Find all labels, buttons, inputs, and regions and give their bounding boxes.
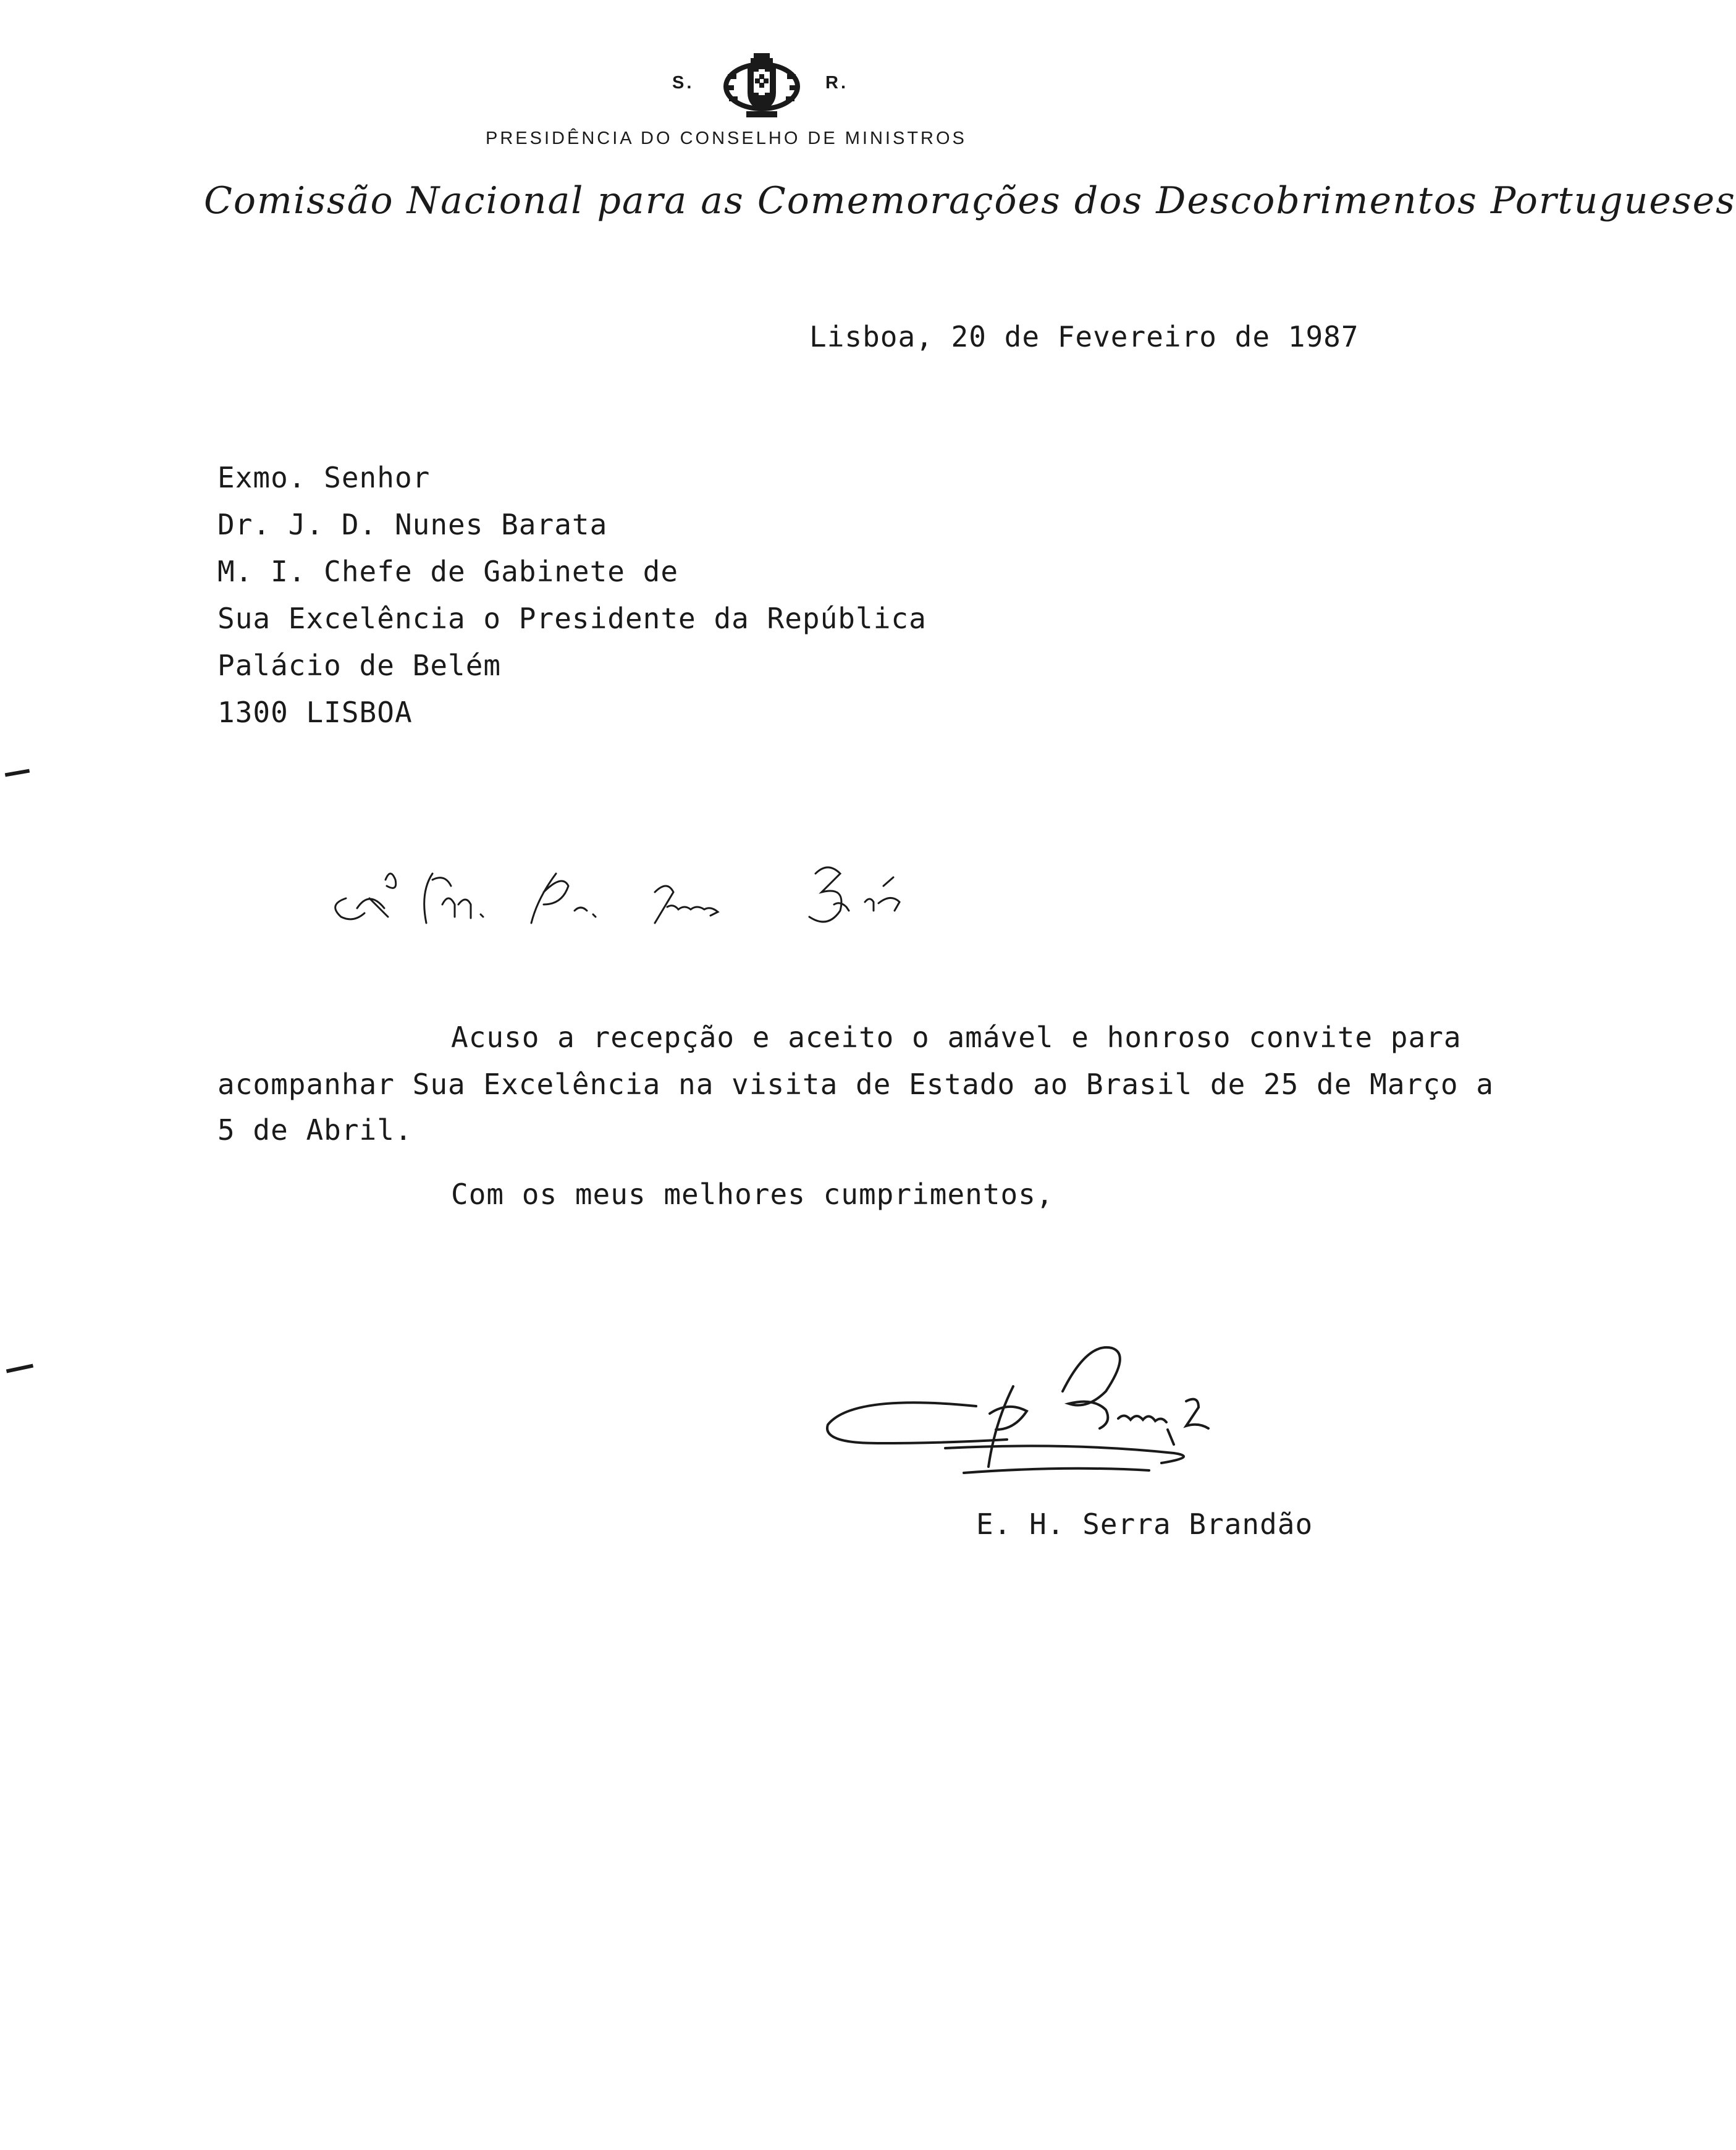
letterhead-left-mark: S.	[672, 73, 694, 93]
scan-mark	[5, 769, 30, 777]
office-heading: PRESIDÊNCIA DO CONSELHO DE MINISTROS	[486, 129, 967, 148]
recipient-line: 1300 LISBOA	[217, 696, 413, 729]
date-line: Lisboa, 20 de Fevereiro de 1987	[809, 320, 1359, 353]
handwritten-salutation	[321, 855, 964, 942]
body-line-2: acompanhar Sua Excelência na visita de Estado ao Brasil de 25 de Março a	[217, 1068, 1494, 1101]
recipient-line: Sua Excelência o Presidente da República	[217, 602, 927, 635]
recipient-line: Palácio de Belém	[217, 649, 502, 682]
closing-line: Com os meus melhores cumprimentos,	[451, 1178, 1054, 1211]
recipient-block	[217, 461, 927, 743]
body-line-3: 5 de Abril.	[217, 1113, 413, 1147]
body-line-1: Acuso a recepção e aceito o amável e honroso convite para	[451, 1021, 1462, 1054]
letterhead-right-mark: R.	[825, 73, 848, 93]
scan-mark	[6, 1364, 33, 1373]
recipient-line: Exmo. Senhor	[217, 461, 431, 494]
portuguese-coat-of-arms-icon	[722, 51, 802, 122]
commission-title: Comissão Nacional para as Comemorações dos Descobrimentos Portugueses	[204, 179, 1736, 222]
recipient-line: M. I. Chefe de Gabinete de	[217, 555, 679, 588]
signature-scrawl	[828, 1334, 1273, 1495]
signatory-name: E. H. Serra Brandão	[976, 1507, 1313, 1541]
recipient-line: Dr. J. D. Nunes Barata	[217, 508, 608, 541]
